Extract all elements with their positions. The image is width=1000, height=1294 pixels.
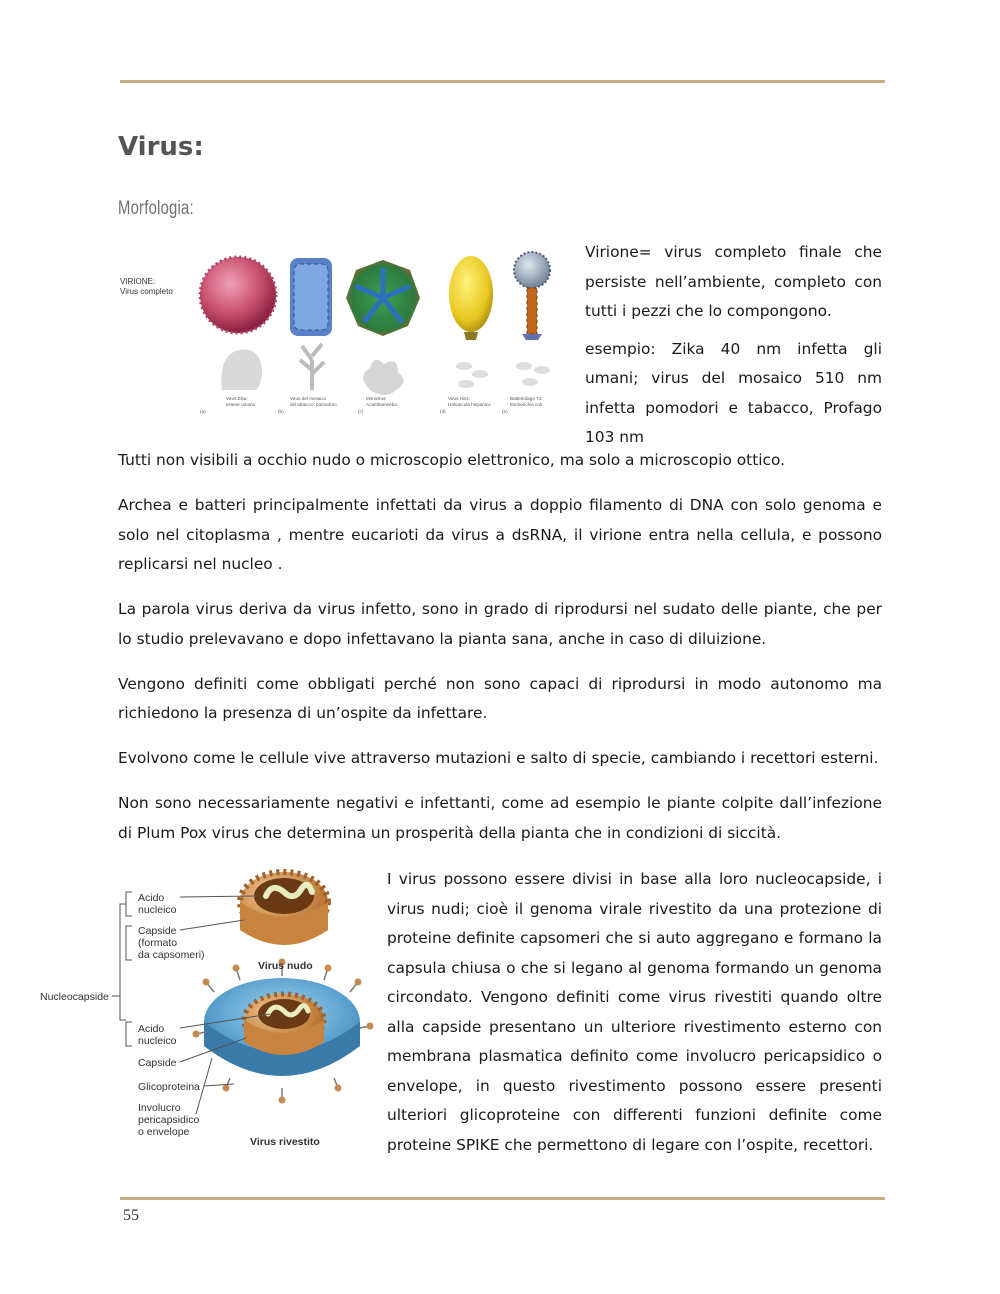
label-virus-rivestito: Virus rivestito [250,1136,320,1148]
label-acido-1: Acido [138,892,165,904]
label-involucro: Involucro [138,1102,181,1114]
caption-e-line2: Escherichia coli [510,402,542,407]
label-nucleico-1: nucleico [138,904,177,916]
label-nucleico-2: nucleico [138,1035,177,1047]
virus-structure-figure [34,862,374,1162]
t4-phage-image [514,252,550,386]
paragraph-4: Vengono definiti come obbligati perché non sono capaci di riprodursi in modo autonomo ma richiedono la presenza di un’ospite da infettare. [118,674,882,722]
zika-virus-image [200,257,276,390]
his1-virus-image [449,256,493,388]
closing-paragraph: I virus possono essere divisi in base alla loro nucleocapside, i virus nudi; cioè il genoma virale rivestito da una protezione di proteine definite capsomeri che si auto aggregano e formano la capsula chiusa o che si legano al genoma formando un genoma circondato. Vengono definiti come virus rivestiti quando oltre alla capside presentano un ulteriore rivestimento esterno con membrana plasmatica definito come involucro pericapsidico o envelope, in questo rivestimento possono essere presenti ulteriori glicoproteine con differenti funzioni definite come proteine SPIKE che permettono di legare con l’ospite, recettori. [387,870,882,1154]
label-formato: (formato [138,937,178,949]
caption-a-line1: Virus Zika: [226,396,248,401]
nucleocapsid-description [387,865,882,1160]
caption-c-line1: Mimivirus: [366,396,387,401]
caption-e-line1: Batteriofago T4: [510,396,543,401]
label-capside-1: Capside [138,925,177,937]
paragraph-2: Archea e batteri principalmente infettati da virus a doppio filamento di DNA con solo genoma e solo nel citoplasma , mentre eucarioti da virus a dsRNA, il virione entra nella cellula, e possono replicarsi nel nucleo . [118,496,882,573]
caption-c-line2: Acanthamoeba [366,402,397,407]
caption-d-line1: Virus His1: [448,396,471,401]
virione-label: VIRIONE: [120,277,156,286]
virione-sublabel: Virus completo [120,287,173,296]
footer-rule [120,1197,885,1200]
caption-b-line1: Virus del mosaico [290,396,327,401]
caption-a-line2: essere umano [226,402,256,407]
label-acido-2: Acido [138,1023,165,1035]
label-capside-2: Capside [138,1057,177,1069]
enveloped-virus-image [193,959,374,1104]
caption-d-line2: Haloarcula hispanica [448,402,491,407]
mimivirus-image [346,260,420,395]
caption-b-letter: (b) [278,409,284,414]
naked-virus-image [240,872,328,945]
label-glicoproteina: Glicoproteina [138,1081,200,1093]
label-nucleocapside: Nucleocapside [40,991,109,1003]
label-pericapsidico: pericapsidico [138,1114,200,1126]
virion-definition: Virione= virus completo finale che persiste nell’ambiente, completo con tutti i pezzi che lo compongono. [585,243,882,320]
header-rule [120,80,885,83]
paragraph-6: Non sono necessariamente negativi e infettanti, come ad esempio le piante colpite dall’infezione di Plum Pox virus che determina un prosperità della pianta che in condizioni di siccità. [118,794,882,842]
caption-c-letter: (c) [358,409,364,414]
caption-e-letter: (e) [502,409,508,414]
label-capsomeri: da capsomeri) [138,949,205,961]
main-text [118,446,882,864]
caption-a-letter: (a) [200,409,206,414]
label-virus-nudo: Virus nudo [258,960,313,972]
page-number: 55 [123,1207,139,1224]
paragraph-3: La parola virus deriva da virus infetto, sono in grado di riprodursi nel sudato delle piante, che per lo studio prelevavano e dopo infettavano la pianta sana, anche in caso di diluizione. [118,600,882,648]
caption-b-line2: del tabacco: pomodoro [290,402,337,407]
page-title: Virus: [118,132,204,162]
section-subtitle: Morfologia: [118,198,194,219]
paragraph-5: Evolvono come le cellule vive attraverso mutazioni e salto di specie, cambiando i recettori esterni. [118,749,879,767]
caption-d-letter: (d) [440,409,446,414]
virion-examples: esempio: Zika 40 nm infetta gli umani; virus del mosaico 510 nm infetta pomodori e tabacco, Profago 103 nm [585,339,882,446]
mosaic-virus-image [290,258,332,390]
virion-figure [118,240,563,420]
virion-description [585,238,882,453]
paragraph-1: Tutti non visibili a occhio nudo o microscopio elettronico, ma solo a microscopio ottico. [118,451,786,469]
label-envelope: o envelope [138,1126,190,1138]
